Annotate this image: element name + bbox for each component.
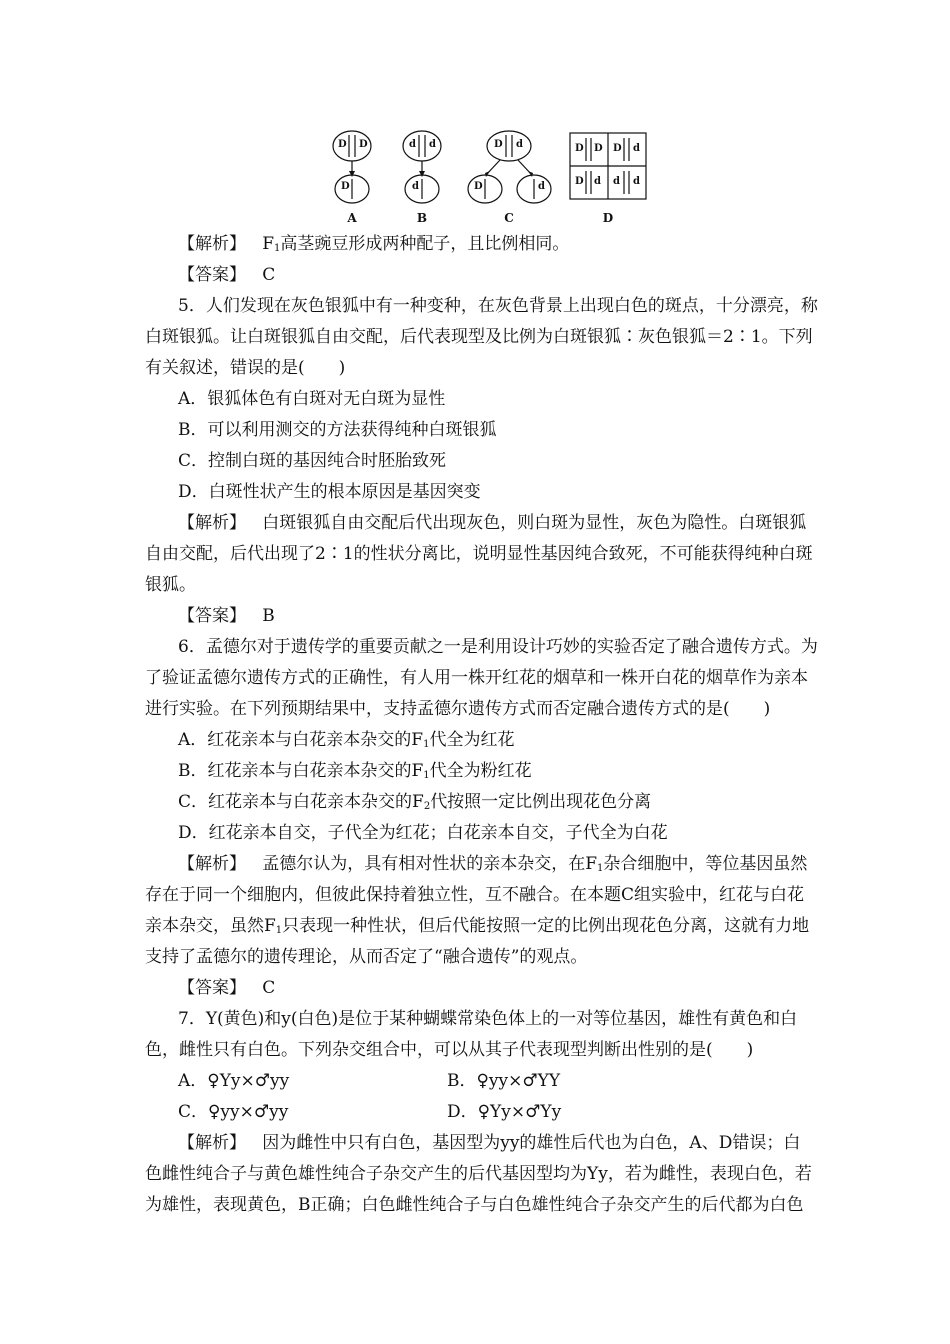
option-text: A．红花亲本与白花亲本杂交的F	[178, 730, 424, 750]
figure-label-b: B	[416, 211, 428, 225]
q6-option-b	[178, 761, 848, 786]
q6-analysis-line3	[145, 916, 815, 941]
analysis-text: 孟德尔认为，具有相对性状的亲本杂交，在F	[262, 854, 598, 874]
q6-analysis-line2: 存在于同一个细胞内，但彼此保持着独立性，互不融合。在本题C组实验中，红花与白花	[145, 885, 805, 905]
gene-label: D	[474, 181, 483, 192]
subscript: 1	[275, 925, 283, 936]
q5-option-a: A．银狐体色有白斑对无白斑为显性	[178, 389, 446, 409]
analysis-tag: 【解析】	[178, 513, 246, 533]
gene-label: D	[359, 139, 368, 150]
q6-option-a	[178, 730, 848, 755]
analysis-text: 亲本杂交，虽然F	[145, 916, 276, 936]
gene-label: d	[613, 176, 620, 187]
figure-label-a: A	[347, 211, 357, 225]
option-text: 代按照一定比例出现花色分离	[430, 792, 652, 812]
gene-label: d	[516, 139, 523, 150]
q5-analysis-line3: 银狐。	[145, 575, 196, 595]
q7-stem-line2: 色，雌性只有白色。下列杂交组合中，可以从其子代表现型判断出性别的是( )	[145, 1040, 754, 1060]
gene-label: D	[494, 139, 503, 150]
subscript: 1	[274, 243, 281, 254]
figure-label-c: C	[504, 211, 514, 225]
analysis-text: 杂合细胞中，等位基因虽然	[603, 854, 808, 874]
analysis-text: F	[262, 234, 275, 254]
analysis-tag: 【解析】	[178, 1133, 246, 1153]
q5-stem-line2: 白斑银狐。让白斑银狐自由交配，后代表现型及比例为白斑银狐∶灰色银狐＝2∶1。下列	[145, 327, 813, 347]
q5-stem-line1: 5．人们发现在灰色银狐中有一种变种，在灰色背景上出现白色的斑点，十分漂亮，称	[178, 296, 818, 316]
answer-value: C	[262, 265, 276, 285]
gene-label: D	[575, 176, 584, 187]
answer-tag: 【答案】	[178, 606, 246, 626]
option-text: 代全为红花	[429, 730, 515, 750]
subscript: 1	[597, 863, 604, 874]
q6-option-d: D．红花亲本自交，子代全为红花；白花亲本自交，子代全为白花	[178, 823, 668, 843]
q5-option-c: C．控制白斑的基因纯合时胚胎致死	[178, 451, 447, 471]
q7-stem-line1: 7．Y(黄色)和y(白色)是位于某种蝴蝶常染色体上的一对等位基因，雄性有黄色和白	[178, 1009, 798, 1029]
answer-tag: 【答案】	[178, 978, 246, 998]
q6-stem-line1: 6．孟德尔对于遗传学的重要贡献之一是利用设计巧妙的实验否定了融合遗传方式。为	[178, 637, 818, 657]
gene-label: D	[613, 143, 622, 154]
gene-label: d	[412, 181, 419, 192]
gene-label: d	[633, 143, 640, 154]
q6-answer	[178, 978, 848, 998]
answer-tag: 【答案】	[178, 265, 246, 285]
analysis-text: 白斑银狐自由交配后代出现灰色，则白斑为显性，灰色为隐性。白斑银狐	[262, 513, 807, 533]
figure-label-d: D	[602, 211, 614, 225]
option-text: 代全为粉红花	[429, 761, 532, 781]
gene-label: d	[409, 139, 416, 150]
q5-analysis-line1	[178, 513, 848, 533]
gene-segregation-figure	[330, 130, 650, 228]
answer-value: C	[262, 978, 276, 998]
q5-stem-line3: 有关叙述，错误的是( )	[145, 358, 346, 378]
q6-stem-line2: 了验证孟德尔遗传方式的正确性，有人用一株开红花的烟草和一株开白花的烟草作为亲本	[145, 668, 808, 688]
q7-option-d: D．♀Yy×♂Yy	[447, 1102, 562, 1122]
q7-option-a: A．♀Yy×♂yy	[178, 1071, 290, 1091]
gene-label: d	[538, 181, 545, 192]
q6-stem-line3: 进行实验。在下列预期结果中，支持孟德尔遗传方式而否定融合遗传方式的是( )	[145, 699, 771, 719]
gene-label: d	[594, 176, 601, 187]
q6-option-c	[178, 792, 848, 817]
q5-answer	[178, 606, 848, 626]
gene-label: D	[341, 181, 350, 192]
q6-analysis-line4: 支持了孟德尔的遗传理论，从而否定了“融合遗传”的观点。	[145, 947, 588, 967]
gene-label: D	[575, 143, 584, 154]
analysis-text: 因为雌性中只有白色，基因型为yy的雄性后代也为白色，A、D错误；白	[262, 1133, 801, 1153]
analysis-text: 只表现一种性状，但后代能按照一定的比例出现花色分离，这就有力地	[282, 916, 810, 936]
subscript: 1	[423, 739, 430, 750]
analysis-tag: 【解析】	[178, 234, 246, 254]
q4-analysis	[178, 234, 848, 259]
q7-analysis-line3: 为雄性，表现黄色，B正确；白色雌性纯合子与白色雄性纯合子杂交产生的后代都为白色	[145, 1195, 804, 1215]
subscript: 1	[423, 770, 430, 781]
q7-analysis-line2: 色雌性纯合子与黄色雄性纯合子杂交产生的后代基因型均为Yy，若为雌性，表现白色，若	[145, 1164, 812, 1184]
gene-label: d	[633, 176, 640, 187]
q7-analysis-line1	[178, 1133, 848, 1153]
option-text: B．红花亲本与白花亲本杂交的F	[178, 761, 424, 781]
q7-option-c: C．♀yy×♂yy	[178, 1102, 289, 1122]
analysis-text: 高茎豌豆形成两种配子，且比例相同。	[280, 234, 570, 254]
answer-value: B	[262, 606, 275, 626]
gene-label: D	[594, 143, 603, 154]
q4-answer	[178, 265, 848, 285]
q5-option-b: B．可以利用测交的方法获得纯种白斑银狐	[178, 420, 497, 440]
subscript: 2	[423, 801, 431, 812]
q6-analysis-line1	[178, 854, 848, 879]
q5-option-d: D．白斑性状产生的根本原因是基因突变	[178, 482, 481, 502]
q5-analysis-line2: 自由交配，后代出现了2∶1的性状分离比，说明显性基因纯合致死，不可能获得纯种白斑	[145, 544, 813, 564]
option-text: C．红花亲本与白花亲本杂交的F	[178, 792, 424, 812]
gene-label: D	[338, 139, 347, 150]
q7-option-b: B．♀yy×♂YY	[447, 1071, 561, 1091]
gene-label: d	[429, 139, 436, 150]
analysis-tag: 【解析】	[178, 854, 246, 874]
